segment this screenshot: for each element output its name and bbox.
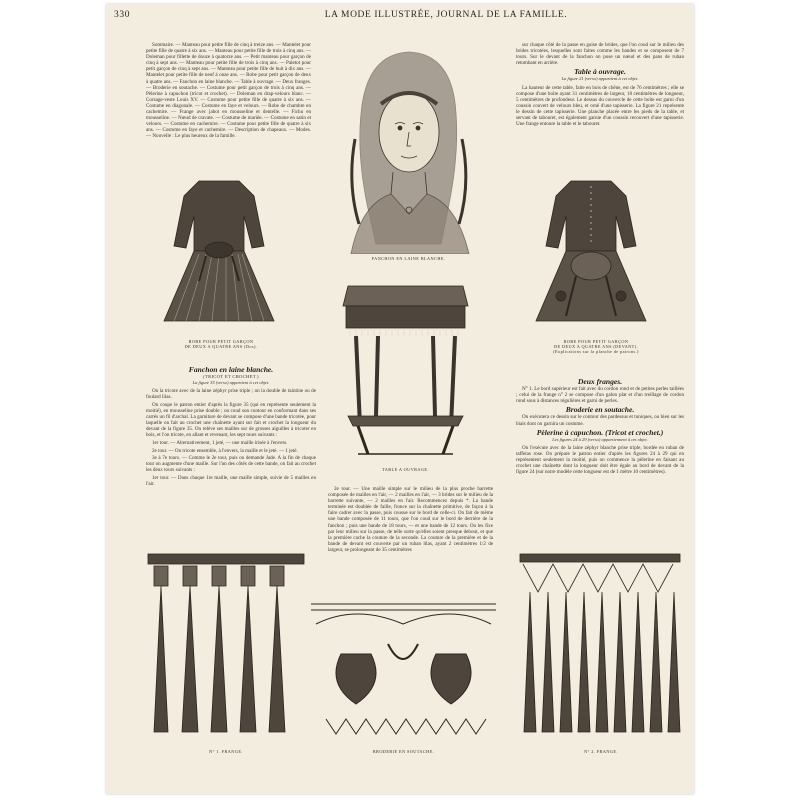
dress-right-caption-line3: (Explications sur la planche de patrons.) [553, 349, 639, 355]
table-paragraph: La hauteur de cette table, faite en bois de chêne, est de 76 centimètres ; elle se compose d'une boîte ayant 31 centimètres de largeur, 18 centimètres de longueur, 5 centimètres de profondeur. Le dessus du couvercle de cette boîte est garni d'un coussin couvert de velours bleu, et orné d'une tapisserie. La figure 21 représente le dessin de cette tapisserie. Une planche placée entre les pieds de la table, et servant de tabouret, est également garnie d'un coussin recouvert d'une tapisserie. Une frange entoure la table et le tabouret. [516, 84, 684, 128]
dress-left-caption-line2: DE DEUX A QUATRE ANS (Dos). [184, 344, 258, 350]
right-column-top [516, 42, 684, 129]
dress-front-engraving [516, 176, 666, 336]
work-table-engraving [338, 276, 473, 466]
dress-back-engraving [144, 176, 294, 336]
fringe-1-caption: N° 1. FRANGE. [209, 749, 243, 754]
portrait-caption: FANCHON EN LAINE BLANCHE. [371, 256, 446, 261]
magazine-page [106, 4, 694, 794]
middle-column-text [328, 486, 493, 555]
dress-left-caption-line1: ROBE POUR PETIT GARÇON [188, 339, 254, 344]
fringe-2-engraving [518, 552, 683, 742]
sommaire-block [146, 42, 311, 141]
fanchon-paragraph: 2e tour. — On tricote ensemble, à l'envers, la maille et le jeté. — 1 jeté. [152, 447, 298, 454]
fanchon-note: La figure 35 (verso) appartient à cet objet. [192, 380, 270, 386]
franges-title: Deux franges. [577, 377, 623, 386]
dress-left-caption [166, 339, 276, 349]
sommaire-text: Sommaire. — Manteau pour petite fille de cinq à treize ans. — Mantelet pour petite fille de quatre à six ans. — Manteau pour petite fille de trois à cinq ans. — Doleman pour fillette de douze à quatorze ans. — Petit manteau pour garçon de cinq à sept ans. — Manteau pour petite fille de trois à cinq ans. — Paletot pour petit garçon de cinq à sept ans. — Manteau pour petite fille de huit à dix ans. — Mantelet pour petite fille de neuf à onze ans. — Robe pour petit garçon de deux à quatre ans. — Fanchon en laine blanche. — Table à ouvrage. — Deux franges. — Broderie en soutache. — Costume pour petit garçon de trois à cinq ans. — Pèlerine à capuchon (tricot et crochet). — Doleman en drap-velours blanc. — Corsage-veste Louis XV. — Costume pour petite fille de quatre à six ans. — Costume en diagonale. — Costume en faye et velours. — Robe de chambre en cachemire. — Frange avec jabot en mousseline et dentelle. — Fichu en mousseline. — Nœud de cravate. — Costume de mariée. — Costume en satin et velours. — Costume en cachemire. — Costume pour petite fille de quatre à six ans. — Costume en faye et cachemire. — Description de chapeaux. — Modes. — Nouvelle : Le plus heureux de la famille. [146, 42, 311, 140]
fanchon-subtitle: (TRICOT ET CROCHET.) [203, 374, 259, 380]
dress-right-caption-line2: DE DEUX A QUATRE ANS (DEVANT). [553, 344, 638, 350]
franges-paragraph: N° 1. Le bord supérieur est fait avec du cordon rond et de petites perles taillées ; celui de la frange n° 2 se compose d'un galon plat et d'un treillage de cordon rond sous à distances régulières et garni de perles. [516, 386, 684, 405]
right-column-bottom [516, 376, 684, 477]
fanchon-paragraph: 3e à 7e tours. — Comme le 2e tour, puis on demande Jade. A la fin de chaque tour on augmente d'une maille. Sur l'un des côtés de cette bande, on fait au crochet les deux tours suivants : [146, 455, 316, 474]
table-note: La figure 21 (verso) appartient à cet objet. [561, 76, 639, 82]
soutache-caption: BRODERIE EN SOUTACHE. [372, 749, 435, 754]
middle-paragraph: 2e tour. — Une maille simple sur le milieu de la plus proche barrette composée de mailles en l'air, — 2 mailles en l'air, — 3 brides sur le milieu de la barrette suivante, — 2 mailles en l'air. Recommencez depuis *. La bande terminée est doublée de faille, fronce sur la chaînette primitive, de façon à la faire cadrer avec la passe, puis cousue sur le bord de celle-ci. On fait de même une bande composée de 11 tours, que l'on coud sur le bord de derrière de la fanchon ; puis une bande de 18 tours, — et une bande de 12 tours. On les fixe par leur milieu sur la passe, de telle sorte qu'elles soient presque debout, et que la première cache la couture de la seconde. La couture de la première et de la bande de devant est couverte par un ruban lilas, ayant 2 centimètres 1/2 de largeur, se prolongeant de 35 centimètres [328, 486, 493, 553]
dress-right-caption [536, 339, 656, 355]
fanchon-paragraph: On la tricote avec de la laine zéphyr prise triple ; on la double de taintine ou de foulard lilas. [146, 388, 316, 401]
broderie-paragraph: On exécutera ce dessin sur le contour des pardessus et tuniques, ou bien sur les biais dont on garnira un costume. [516, 414, 684, 427]
broderie-title: Broderie en soutache. [565, 405, 635, 415]
table-title: Table à ouvrage. [574, 67, 626, 77]
dress-right-caption-line1: ROBE POUR PETIT GARÇON [563, 339, 629, 344]
fanchon-paragraph: 1er tour. — Alternativement, 1 jeté, — une maille irisée à l'envers. [152, 440, 288, 447]
page-number: 330 [114, 10, 131, 20]
pelerine-title: Pèlerine à capuchon. (Tricot et crochet.) [536, 427, 664, 437]
fanchon-article [146, 364, 316, 489]
fanchon-title: Fanchon en laine blanche. [188, 365, 274, 374]
soutache-embroidery-engraving [306, 594, 501, 742]
pelerine-note: Les figures 24 à 29 (verso) appartiennent à cet objet. [552, 436, 648, 442]
fringe-1-engraving [146, 552, 306, 742]
fanchon-paragraph: On coupe le patron entier d'après la figure 35 (qui en représente seulement la moitié), en mousseline prise double ; on coud son contour en conformant dans ses carrés un fil d'archal. La garniture de devant se compose d'une bande tricotée, pour laquelle on fait au crochet une chaînette ayant sur fait et crochet la longueur du devant de la figure 35. On relève ses mailles sur de grosses aiguilles à tricoter en bois, et l'on tricote, en allant et revenant, les sept tours suivants : [146, 401, 316, 439]
fanchon-paragraph: 1er tour. — Dans chaque 1re maille, une maille simple, suivie de 5 mailles en l'air. [146, 475, 316, 488]
pelerine-paragraph: On l'exécute avec de la laine zéphyr blanche prise triple, bordée en ruban de taffetas rose. On prépare le patron entier d'après les figures 24 à 29 qui en représentent seulement la moitié, puis on commence la pèlerine en faisant au crochet une chaînette dont la longueur doit être égale au bord de devant de la figure 24 (sur notre modèle cette longueur est de 1 mètre 10 centimètres). [516, 444, 684, 476]
fringe-2-caption: N° 2. FRANGE. [584, 749, 618, 754]
running-title: LA MODE ILLUSTRÉE, JOURNAL DE LA FAMILLE. [324, 10, 568, 20]
portrait-engraving [331, 44, 486, 254]
table-caption: TABLE A OUVRAGE. [382, 467, 429, 472]
right-paragraph: sur chaque côté de la passe en guise de brides, que l'on coud sur le milieu des brides tricotées, lesquelles sont faites comme les bandes et se composent de 7 tours. Sur le devant de la fanchon on pose un nœud et des pans de ruban retombant en arrière. [516, 42, 684, 67]
